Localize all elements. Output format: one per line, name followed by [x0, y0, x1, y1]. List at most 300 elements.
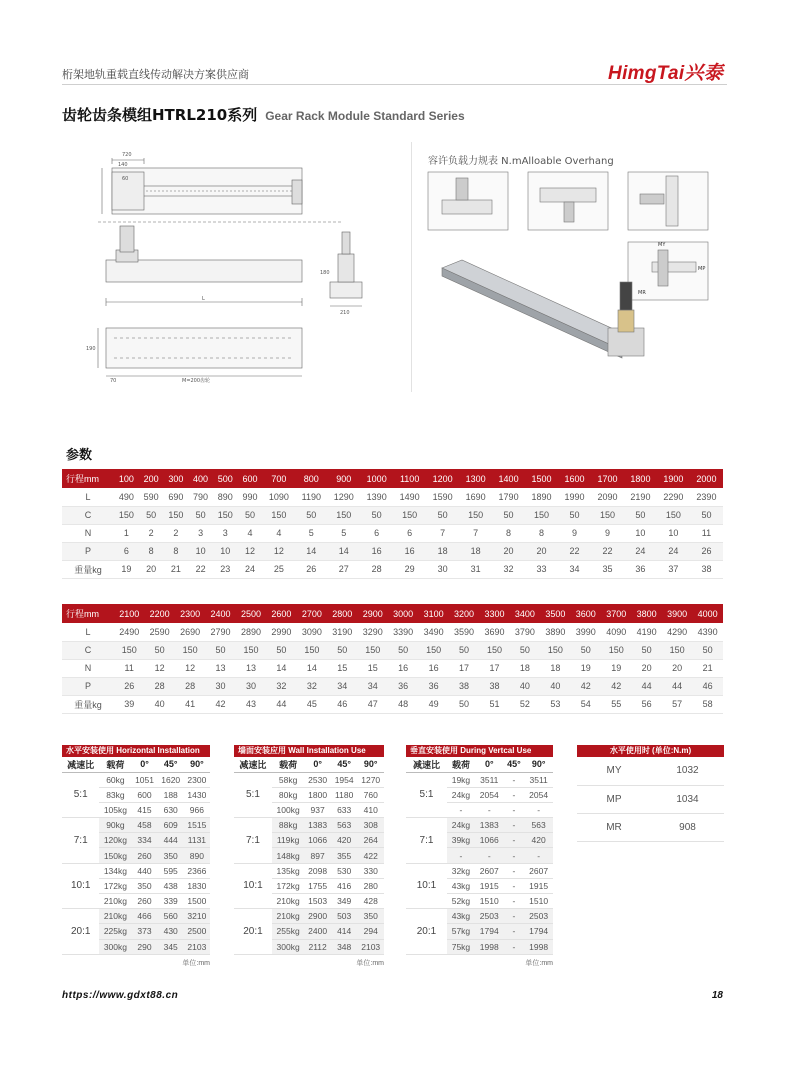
table-cell: 50	[510, 641, 540, 659]
moment-value: 1034	[651, 785, 724, 813]
table-cell: 10	[657, 524, 690, 542]
table-row	[234, 772, 384, 787]
table-cell: 150	[358, 641, 388, 659]
table-cell: 150	[236, 641, 266, 659]
moment-axis: MY	[577, 757, 651, 785]
table-cell: 4390	[692, 623, 723, 641]
table-cell: 4	[238, 524, 263, 542]
table-cell: 4290	[662, 623, 692, 641]
header-cell: 90°	[184, 757, 210, 772]
table-cell: 294	[357, 924, 384, 939]
header-cell: 2700	[297, 604, 327, 623]
header-cell: 2900	[358, 604, 388, 623]
page-title	[62, 104, 465, 125]
load-cell: 300kg	[272, 939, 304, 954]
table-cell: 350	[158, 848, 184, 863]
table-row	[62, 695, 723, 713]
table-cell: 2790	[205, 623, 235, 641]
table-cell: 1500	[184, 894, 210, 909]
table-cell: 19	[601, 659, 631, 677]
table-cell: 42	[571, 677, 601, 695]
spec-table-2-header	[62, 604, 723, 623]
header-cell: 2400	[205, 604, 235, 623]
table-cell: 50	[388, 641, 418, 659]
ratio-cell: 20:1	[234, 909, 272, 955]
header-cell: 减速比	[406, 757, 447, 772]
table-cell: 790	[188, 488, 213, 506]
table-cell: 2530	[304, 772, 331, 787]
spec-table-2	[62, 604, 723, 714]
unit-note: 单位:mm	[182, 959, 210, 967]
row-label: C	[62, 641, 114, 659]
table-cell: 13	[205, 659, 235, 677]
table-cell: 2990	[266, 623, 296, 641]
table-cell: 10	[213, 542, 238, 560]
table-cell: 339	[158, 894, 184, 909]
load-cell: 32kg	[447, 863, 475, 878]
table-cell: 466	[131, 909, 157, 924]
table-row	[234, 818, 384, 833]
table-cell: 18	[459, 542, 492, 560]
table-cell: 46	[327, 695, 357, 713]
header-cell: 3200	[449, 604, 479, 623]
table-cell: 50	[571, 641, 601, 659]
ratio-cell: 7:1	[234, 818, 272, 864]
load-table	[406, 757, 553, 955]
dim-label-720: 720	[122, 152, 132, 158]
row-label: 重量kg	[62, 695, 114, 713]
table-cell: 150	[601, 641, 631, 659]
header-cell: 90°	[357, 757, 384, 772]
ratio-cell: 10:1	[234, 863, 272, 909]
dim-label-60: 60	[122, 176, 129, 182]
moment-table-caption: 水平使用时 (单位:N.m)	[577, 745, 724, 757]
table-cell: 595	[158, 863, 184, 878]
row-label: N	[62, 659, 114, 677]
table-row	[234, 909, 384, 924]
table-cell: 40	[540, 677, 570, 695]
table-cell: 3890	[540, 623, 570, 641]
table-cell: 5	[295, 524, 327, 542]
table-cell: 563	[524, 818, 553, 833]
table-cell: 34	[358, 677, 388, 695]
moment-row	[577, 757, 724, 785]
axis-label-mp: MP	[698, 266, 706, 272]
table-cell: 50	[205, 641, 235, 659]
table-cell: 1890	[525, 488, 558, 506]
header-cell: 载荷	[99, 757, 131, 772]
table-cell: -	[524, 848, 553, 863]
table-cell: 150	[393, 506, 426, 524]
spec-table-1-header	[62, 469, 723, 488]
table-cell: 1794	[475, 924, 504, 939]
load-cell: 58kg	[272, 772, 304, 787]
moment-axis: MP	[577, 785, 651, 813]
table-cell: 56	[631, 695, 661, 713]
load-cell: 119kg	[272, 833, 304, 848]
table-cell: 26	[295, 560, 327, 578]
table-cell: 24	[657, 542, 690, 560]
table-cell: 22	[188, 560, 213, 578]
load-cell: 172kg	[272, 878, 304, 893]
load-cell: 210kg	[99, 909, 131, 924]
table-cell: 18	[510, 659, 540, 677]
axis-label-mr: MR	[638, 290, 646, 296]
table-cell: 690	[163, 488, 188, 506]
header-divider	[62, 84, 727, 85]
load-cell: -	[447, 848, 475, 863]
load-cell: 100kg	[272, 802, 304, 817]
table-row	[62, 863, 210, 878]
table-cell: 150	[213, 506, 238, 524]
table-cell: 48	[388, 695, 418, 713]
table-cell: 33	[525, 560, 558, 578]
ratio-cell: 7:1	[62, 818, 99, 864]
load-cell: 24kg	[447, 818, 475, 833]
table-cell: 1954	[331, 772, 358, 787]
header-cell: 500	[213, 469, 238, 488]
moment-table	[577, 757, 724, 842]
moment-row	[577, 785, 724, 813]
table-row	[62, 659, 723, 677]
table-cell: 12	[144, 659, 174, 677]
table-cell: 40	[144, 695, 174, 713]
table-cell: 8	[139, 542, 164, 560]
table-cell: 2607	[524, 863, 553, 878]
table-cell: 50	[624, 506, 657, 524]
table-cell: 26	[114, 677, 144, 695]
table-cell: -	[504, 924, 525, 939]
load-cell: 90kg	[99, 818, 131, 833]
table-cell: 2390	[690, 488, 723, 506]
header-cell: 0°	[131, 757, 157, 772]
header-cell: 1000	[360, 469, 393, 488]
table-cell: 3210	[184, 909, 210, 924]
table-row	[62, 524, 723, 542]
section-title-params: 参数	[66, 448, 93, 463]
table-cell: 2590	[144, 623, 174, 641]
table-cell: 50	[631, 641, 661, 659]
header-cell: 载荷	[447, 757, 475, 772]
row-label: N	[62, 524, 114, 542]
spec-table-1	[62, 469, 723, 579]
load-cell: 210kg	[272, 909, 304, 924]
table-cell: 3	[213, 524, 238, 542]
table-cell: 490	[114, 488, 139, 506]
table-cell: 30	[426, 560, 459, 578]
table-cell: 2	[163, 524, 188, 542]
table-cell: 36	[388, 677, 418, 695]
table-cell: 20	[662, 659, 692, 677]
table-cell: 11	[690, 524, 723, 542]
table-cell: 897	[304, 848, 331, 863]
table-cell: 990	[238, 488, 263, 506]
table-cell: 40	[510, 677, 540, 695]
load-cell: 172kg	[99, 878, 131, 893]
table-cell: 6	[114, 542, 139, 560]
load-cell: 150kg	[99, 848, 131, 863]
table-cell: 21	[163, 560, 188, 578]
table-cell: 150	[114, 506, 139, 524]
table-cell: 3990	[571, 623, 601, 641]
table-cell: 43	[236, 695, 266, 713]
table-cell: 32	[297, 677, 327, 695]
table-cell: 1383	[475, 818, 504, 833]
unit-note: 单位:mm	[525, 959, 553, 967]
table-cell: 1390	[360, 488, 393, 506]
header-cell: 2300	[175, 604, 205, 623]
table-cell: 50	[426, 506, 459, 524]
table-cell: -	[504, 878, 525, 893]
table-cell: 150	[591, 506, 624, 524]
header-cell: 1100	[393, 469, 426, 488]
ratio-cell: 5:1	[62, 772, 99, 818]
moment-table-block	[577, 745, 724, 842]
table-cell: 355	[331, 848, 358, 863]
header-cell: 900	[327, 469, 360, 488]
table-row	[406, 863, 553, 878]
header-cell: 减速比	[234, 757, 272, 772]
table-cell: 50	[690, 506, 723, 524]
table-row	[406, 909, 553, 924]
moment-row	[577, 813, 724, 841]
dim-label-gear: M=200齿轮	[182, 378, 211, 384]
table-cell: 32	[492, 560, 525, 578]
figure-panel	[62, 142, 728, 392]
table-cell: 53	[540, 695, 570, 713]
dim-label-190: 190	[86, 346, 96, 352]
table-cell: 35	[591, 560, 624, 578]
table-cell: 41	[175, 695, 205, 713]
load-cell: 135kg	[272, 863, 304, 878]
table-cell: 28	[144, 677, 174, 695]
table-cell: 50	[238, 506, 263, 524]
table-cell: -	[524, 802, 553, 817]
table-cell: 31	[459, 560, 492, 578]
header-cell: 300	[163, 469, 188, 488]
load-cell: 148kg	[272, 848, 304, 863]
load-cell: 83kg	[99, 787, 131, 802]
header-cell: 45°	[504, 757, 525, 772]
load-table-wall	[234, 745, 384, 968]
table-cell: 19	[571, 659, 601, 677]
title-chinese: 齿轮齿条模组HTRL210系列	[62, 106, 258, 124]
table-cell: 1510	[524, 894, 553, 909]
row-label: 重量kg	[62, 560, 114, 578]
header-cell: 1200	[426, 469, 459, 488]
table-cell: 4190	[631, 623, 661, 641]
ratio-cell: 7:1	[406, 818, 447, 864]
header-cell: 2500	[236, 604, 266, 623]
table-cell: 600	[131, 787, 157, 802]
load-cell: 57kg	[447, 924, 475, 939]
header-cell: 3500	[540, 604, 570, 623]
table-cell: 2112	[304, 939, 331, 954]
table-cell: 8	[163, 542, 188, 560]
moment-axis: MR	[577, 813, 651, 841]
table-cell: -	[504, 787, 525, 802]
table-cell: 2300	[184, 772, 210, 787]
table-cell: 29	[393, 560, 426, 578]
table-row	[234, 863, 384, 878]
table-cell: 3190	[327, 623, 357, 641]
table-row	[62, 641, 723, 659]
table-cell: 150	[662, 641, 692, 659]
table-cell: 22	[591, 542, 624, 560]
table-cell: 50	[295, 506, 327, 524]
table-cell: 590	[139, 488, 164, 506]
ratio-cell: 10:1	[406, 863, 447, 909]
table-cell: 2503	[475, 909, 504, 924]
table-cell: 47	[358, 695, 388, 713]
header-cell: 4000	[692, 604, 723, 623]
table-cell: 150	[540, 641, 570, 659]
header-cell: 行程mm	[62, 469, 114, 488]
table-cell: 1190	[295, 488, 327, 506]
overhang-title: 容许负载力规表 N.mAlloable Overhang	[428, 156, 614, 167]
table-cell: 15	[358, 659, 388, 677]
table-cell: 2103	[357, 939, 384, 954]
load-cell: 134kg	[99, 863, 131, 878]
table-cell: 1131	[184, 833, 210, 848]
table-cell: -	[504, 894, 525, 909]
table-cell: 18	[540, 659, 570, 677]
table-cell: 150	[175, 641, 205, 659]
table-cell: 4090	[601, 623, 631, 641]
table-row	[406, 818, 553, 833]
table-cell: 348	[331, 939, 358, 954]
table-cell: 44	[266, 695, 296, 713]
header-cell: 2000	[690, 469, 723, 488]
table-cell: 345	[158, 939, 184, 954]
table-cell: 1510	[475, 894, 504, 909]
table-cell: 260	[131, 894, 157, 909]
load-cell: 75kg	[447, 939, 475, 954]
load-table-caption: 墙面安装应用 Wall Installation Use	[234, 745, 384, 757]
table-cell: 1998	[524, 939, 553, 954]
table-cell: 12	[175, 659, 205, 677]
load-cell: 39kg	[447, 833, 475, 848]
table-cell: 42	[601, 677, 631, 695]
table-row	[62, 488, 723, 506]
load-table-body	[234, 772, 384, 954]
load-cell: 24kg	[447, 787, 475, 802]
table-cell: -	[504, 818, 525, 833]
table-cell: 2900	[304, 909, 331, 924]
table-cell: 37	[657, 560, 690, 578]
table-cell: 14	[297, 659, 327, 677]
table-cell: 2890	[236, 623, 266, 641]
load-table-body	[62, 772, 210, 954]
dim-label-70: 70	[110, 378, 117, 384]
table-cell: 21	[692, 659, 723, 677]
table-row	[62, 677, 723, 695]
load-table-horizontal	[62, 745, 210, 968]
table-cell: 2103	[184, 939, 210, 954]
table-row	[62, 909, 210, 924]
ratio-cell: 5:1	[234, 772, 272, 818]
load-cell: 300kg	[99, 939, 131, 954]
table-cell: 422	[357, 848, 384, 863]
table-cell: 1290	[327, 488, 360, 506]
load-table-vertical	[406, 745, 553, 968]
table-cell: 2090	[591, 488, 624, 506]
table-cell: 1490	[393, 488, 426, 506]
table-cell: 34	[558, 560, 591, 578]
load-cell: 60kg	[99, 772, 131, 787]
table-cell: 966	[184, 802, 210, 817]
header-cell: 载荷	[272, 757, 304, 772]
table-cell: 18	[426, 542, 459, 560]
header-cell: 800	[295, 469, 327, 488]
row-label: L	[62, 623, 114, 641]
header-cell: 200	[139, 469, 164, 488]
table-cell: 20	[139, 560, 164, 578]
moment-value: 1032	[651, 757, 724, 785]
table-cell: 44	[631, 677, 661, 695]
table-cell: 10	[188, 542, 213, 560]
moment-value: 908	[651, 813, 724, 841]
table-cell: 633	[331, 802, 358, 817]
title-english: Gear Rack Module Standard Series	[265, 109, 465, 123]
table-cell: 36	[418, 677, 448, 695]
table-cell: 20	[631, 659, 661, 677]
table-cell: 50	[558, 506, 591, 524]
header-cell: 45°	[158, 757, 184, 772]
table-cell: -	[475, 848, 504, 863]
header-cell: 700	[262, 469, 295, 488]
ratio-cell: 20:1	[406, 909, 447, 955]
table-cell: 46	[692, 677, 723, 695]
header-cell: 45°	[331, 757, 358, 772]
table-cell: 444	[158, 833, 184, 848]
table-cell: 1270	[357, 772, 384, 787]
table-cell: 6	[360, 524, 393, 542]
table-cell: 26	[690, 542, 723, 560]
table-cell: 2607	[475, 863, 504, 878]
load-header-row	[234, 757, 384, 772]
table-cell: -	[504, 833, 525, 848]
table-cell: 3511	[524, 772, 553, 787]
spec-table-2-body	[62, 623, 723, 713]
table-cell: 150	[418, 641, 448, 659]
table-cell: 2054	[524, 787, 553, 802]
footer-url-link[interactable]: https://www.gdxt88.cn	[62, 990, 179, 1001]
table-cell: 1620	[158, 772, 184, 787]
table-cell: 349	[331, 894, 358, 909]
table-cell: 150	[459, 506, 492, 524]
table-cell: 9	[591, 524, 624, 542]
table-cell: 50	[692, 641, 723, 659]
table-cell: 2490	[114, 623, 144, 641]
table-cell: 2054	[475, 787, 504, 802]
table-row	[62, 623, 723, 641]
table-cell: 4	[262, 524, 295, 542]
table-cell: 890	[213, 488, 238, 506]
table-cell: 458	[131, 818, 157, 833]
table-cell: 1515	[184, 818, 210, 833]
table-cell: 17	[449, 659, 479, 677]
load-cell: 80kg	[272, 787, 304, 802]
table-row	[62, 818, 210, 833]
table-cell: 28	[360, 560, 393, 578]
table-cell: 3690	[479, 623, 509, 641]
table-cell: 34	[327, 677, 357, 695]
table-cell: 563	[331, 818, 358, 833]
table-cell: 1090	[262, 488, 295, 506]
table-cell: -	[504, 802, 525, 817]
table-cell: 630	[158, 802, 184, 817]
